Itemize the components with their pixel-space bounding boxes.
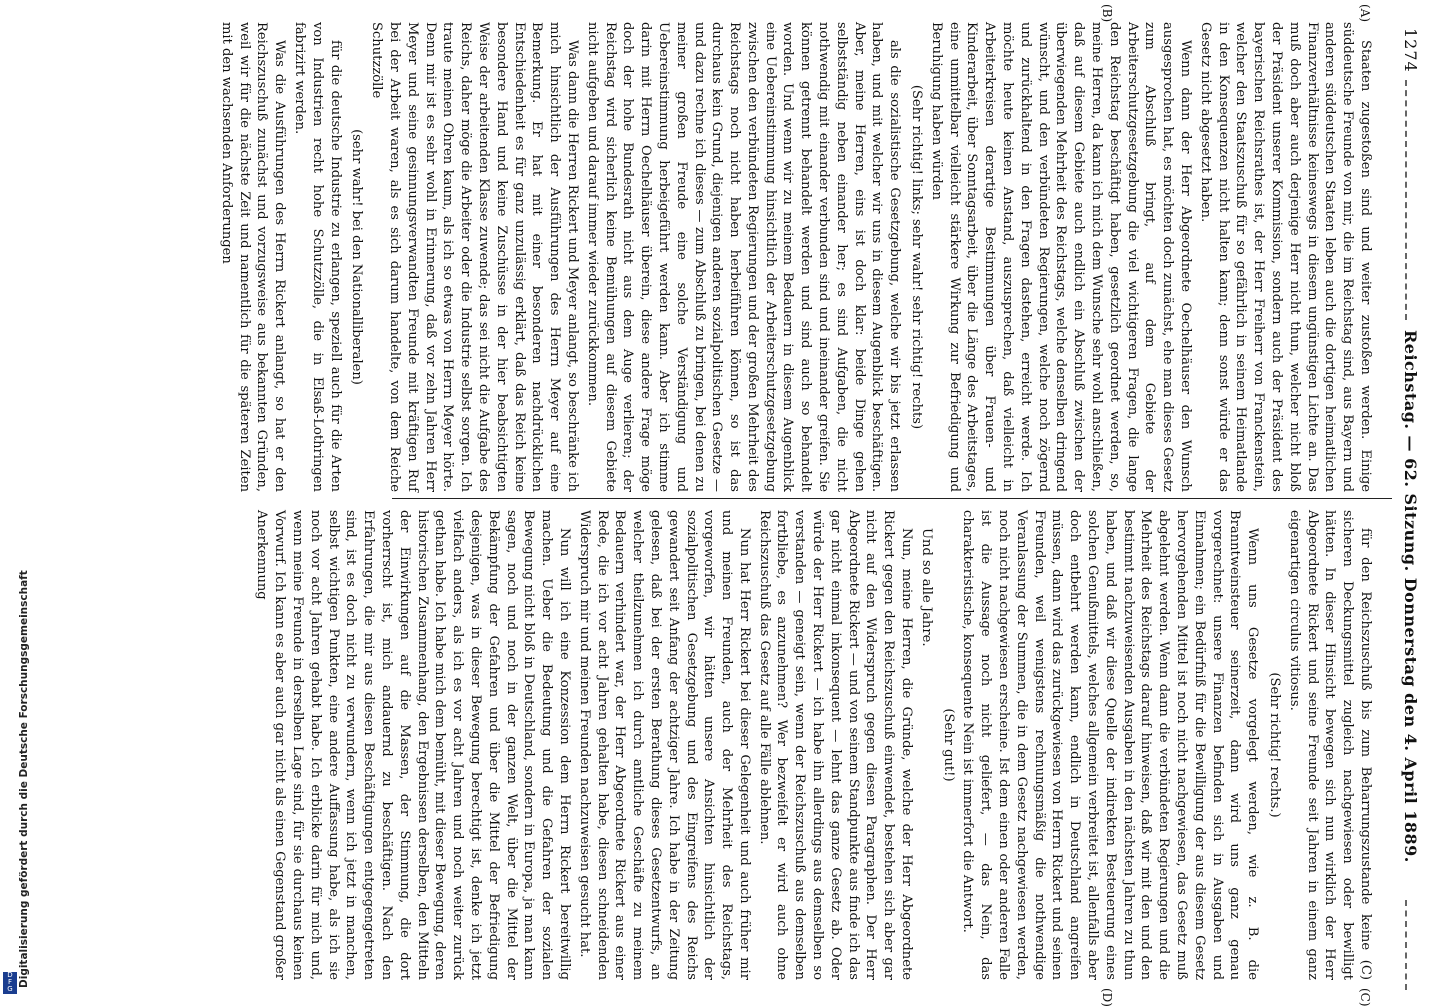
rotated-page	[18, 0, 1432, 1007]
column-left	[218, 22, 1374, 492]
paragraph: Nun hat Herr Rickert bei dieser Gelegenheit und auch früher mir und meinen Freunden, auch der Mehrheit des Reichstags, vorgeworfen, wir hätten unsere Ansichten hinsichtlich der sozialpolitischen Gesetzgebung und des Eingreifens des Reichs gewandert seit Anfang der achtziger Jahre. Ich habe in der Zeitung gelesen, daß bei der ersten Berathung dieses Gesetzentwurfs, an welcher theilzunehmen ich durch amtliche Geschäfte zu meinem Bedauern verhindert war, der Herr Abgeordnete Rickert aus einer Rede, die ich vor acht Jahren gehalten habe, diesen schneidenden Widerspruch mir und meinen Freunden nachzuweisen gesucht hat.	[576, 510, 752, 980]
paragraph: Was die Ausführungen des Herrn Rickert anlangt, so hat er den Reichszuschuß zunächst und vorzugsweise aus bekannten Gründen, weil wir für die nächste Zeit und namentlich für die späteren Zeiten mit den wachsenden Anforderungen	[218, 22, 288, 492]
page-header	[1392, 0, 1422, 1000]
interjection: (sehr wahr! bei den Nationalliberalen)	[349, 129, 365, 385]
margin-mark-b: (B)	[1100, 4, 1114, 23]
header-rule-right	[1405, 900, 1407, 990]
column-divider	[392, 498, 1392, 499]
paragraph: Wenn uns Gesetze vorgelegt werden, wie z. B. die Branntweinsteuer seinerzeit, dann wird uns ganz genau vorgerechnet: unsere Finanzen befinden sich in Ausgaben und Einnahmen; ein Bedürfniß für die Bewilligung der aus diesem Gesetz hervorgehenden Mittel ist noch nicht nachgewiesen, das Gesetz muß abgelehnt werden. Wenn dann die verbündeten Regierungen und die Mehrheit des Reichstags darauf hinweisen, daß wir mit den und den bestimmt nachzuweisenden Ausgaben in den nächsten Jahren zu thun haben, und daß wir diese Quelle der indirekten Besteuerung eines solchen Genußmittels, welches allgemein verbreitet ist, allenfalls aber doch entbehrt werden kann, endlich in Deutschland angreifen müssen, dann wird das zurückgewiesen von Herrn Rickert und seinen Freunden, weil wenigstens rechnungsmäßig die nothwendige Veranlassung der Summen, die in dem Gesetz nachgewiesen werden, noch nicht nachgewiesen erscheine. Ist dem einen oder anderen Falle ist die Aussage noch nicht geliefert, — das Nein, das charakteristische, konsequente Nein ist immerfort die Antwort.	[960, 510, 1261, 980]
page-number: 1274	[1401, 28, 1420, 73]
margin-mark-c: (C)	[1358, 988, 1372, 1007]
paragraph: als die sozialistische Gesetzgebung, welche wir bis jetzt erlassen haben, und mit welcher wir uns in diesem Augenblick beschäftigen. Aber, meine Herren, eins ist doch klar: beide Dinge gehen selbstständig neben einander her; es sind Aufgaben, die nicht nothwendig mit einander verbunden sind und ineinander greifen. Sie können getrennt behandelt werden und sind auch so behandelt worden. Und wenn wir zu meinem Bedauern in diesem Augenblick eine Uebereinstimmung hinsichtlich der Arbeiterschutzgesetzgebung zwischen den verbündeten Regierungen und der großen Mehrheit des Reichstags noch nicht haben herbeiführen können, so ist das durchaus kein Grund, diejenigen anderen sozialpolitischen Gesetze — und dazu rechne ich dieses — zum Abschluß zu bringen, bei denen zu meiner großen Freude eine solche Verständigung und Uebereinstimmung herbeigeführt werden kann. Aber ich stimme darin mit Herrn Oechelhäuser überein, diese andere Frage möge doch der hohe Bundesrath nicht aus dem Auge verlieren; der Reichstag wird sicherlich keine Bemühungen auf diesem Gebiete nicht aufgeben und darauf immer wieder zurückkommen.	[584, 22, 903, 492]
paragraph: Und so alle Jahre.	[918, 528, 934, 647]
paragraph: Nun, meine Herren, die Gründe, welche der Herr Abgeordnete Rickert gegen den Reichszuschuß einwendet, bestehen sich aber gar nicht auf den Widerspruch gegen diesen Paragraphen. Der Herr Abgeordnete Rickert — und von seinem Standpunkte aus finde ich das gar nicht einmal inkonsequent — lehnt das ganze Gesetz ab. Oder würde der Herr Rickert — ich habe ihn allerdings aus demselben so verstanden — geneigt sein, wenn der Reichszuschuß aus demselben fortbliebe, es anzunehmen? Wer bezweifelt er wird auch ohne Reichszuschuß das Gesetz auf alle Fälle ablehnen.	[756, 510, 915, 980]
credit-text: Digitalisierung gefördert durch die Deutsche Forschungsgemeinschaft	[18, 570, 30, 988]
dfg-logo: D F G	[3, 972, 17, 994]
paragraph: für den Reichszuschuß bis zum Beharrungszustande keine (C) sicheren Deckungsmittel zugleich nachgewiesen oder bewilligt hätten. In dieser Hinsicht bewegen sich nun wirklich der Herr Abgeordnete Rickert und seine Freunde seit Jahren in einem ganz eigenartigen circulus vitiosus.	[1286, 510, 1373, 980]
paragraph: Wenn dann der Herr Abgeordnete Oechelhäuser den Wunsch ausgesprochen hat, es möchten doch zunächst, ehe man dieses Gesetz zum Abschluß bringt, auf dem Gebiete der Arbeiterschutzgesetzgebung die viel wichtigeren Fragen, die lange den Reichstag beschäftigt haben, gesetzlich geordnet werden, so, meine Herren, da kann ich mich dem Wunsche sehr wohl anschließen, daß auf diesem Gebiete auch endlich ein Abschluß zwischen der überwiegenden Mehrheit des Reichstags, welche denselben dringend wünscht, und den verbündeten Regierungen, welche noch zögernd und zurückhaltend in den Fragen dastehen, erreicht werde. Ich möchte heute keinen Anstand, auszusprechen, daß vielleicht in Arbeiterkreisen derartige Bestimmungen über Frauen- und Kinderarbeit, über Sonntagsarbeit, über die Länge des Arbeitstages, eine unmittelbar vielleicht stärkere Wirkung zur Befriedigung und Beruhigung haben würden	[928, 22, 1194, 492]
margin-mark-a: (A)	[1358, 4, 1372, 23]
interjection: (Sehr gut!)	[940, 708, 956, 782]
interjection: (Sehr richtig! links; sehr wahr! sehr richtig! rechts)	[909, 84, 925, 430]
column-right	[254, 510, 1374, 980]
header-rule-left	[1405, 80, 1407, 320]
paragraph: für die deutsche Industrie zu erlangen, speziell auch für die Arten von Industrien recht hohe Schutzzölle, die in Elsaß-Lothringen fabrizirt werden.	[291, 22, 343, 492]
paragraph: Staaten zugestoßen sind und weiter zustoßen werden. Einige süddeutsche Freunde von mir, die im Reichstag sind, aus Bayern und anderen süddeutschen Staaten leben auch die dortigen heimatlichen Finanzverhältnisse keineswegs in diesem ungünstigen Lichte an. Das muß doch aber auch derjenige Herr nicht thun, welcher nicht bloß der Präsident unserer Kommission, sondern auch der Präsident des bayerischen Reichsrathes ist, der Herr Freiherr von Franckenstein, welcher den Staatszuschuß für so gefährlich in seinem Heimatlande in den Konsequenzen nicht halten kann; denn sonst würde er das Gesetz nicht abgesetzt haben.	[1197, 22, 1373, 492]
margin-mark-d: (D)	[1100, 988, 1114, 1007]
paragraph: Was dann die Herren Rickert und Meyer anlangt, so beschränke ich mich hinsichtlich der Ausführungen des Herrn Meyer auf eine Bemerkung. Er hat mit einer besonderen nachdrücklichen Entschiedenheit es für ganz unzulässig erklärt, daß das Reich keine besondere Hand und keine Zuschüsse in der hier beabsichtigten Weise der arbeitenden Klasse zuwende; das sei nicht die Aufgabe des Reichs, daher möge die Arbeiter oder die Industrie selbst sorgen. Ich traute meinen Ohren kaum, als ich so etwas von Herrn Meyer hörte. Denn mir ist es sehr wohl in Erinnerung, daß vor zehn Jahren Herr Meyer und seine gesinnungsverwandten Freunde mit kräftigen Ruf bei der Arbeit waren, als es sich darum handelte, von dem Reiche Schutzzölle	[369, 22, 580, 492]
interjection: (Sehr richtig! rechts.)	[1267, 672, 1283, 818]
page-title: Reichstag. — 62. Sitzung. Donnerstag den 4. April 1889.	[1401, 330, 1420, 863]
paragraph: Nun will ich eine Konzession dem Herrn Rickert bereitwillig machen. Ueber die Bedeutung und die Gefahren der sozialen Bewegung nicht bloß in Deutschland, sondern in Europa, ja man kann sagen, noch und noch in der ganzen Welt, über die Mittel der Bekämpfung der Gefahren und über die Mittel der Befriedigung desjenigen, was in dieser Bewegung berechtigt ist, denke ich jetzt vielfach anders, als ich es vor acht Jahren und noch weiter zurück gethan habe. Ich habe mich dem bemüht, mit dieser Bewegung, deren historischen Zusammenhang, den Ergebnissen derselben, den Mitteln der Einwirkungen auf die Massen, der Stimmung, die dort vorherrscht ist, mich andauernd zu beschäftigen. Nach den Erfahrungen, die mir aus diesen Beschäftigungen entgegengetreten sind, ist es doch nicht zu verwundern, wenn ich jetzt in manchen, selbst wichtigen Punkten, eine andere Auffassung habe, als ich sie noch vor acht Jahren gehabt habe. Ich erblicke darin für mich und, wenn meine Freunde in derselben Lage sind, für sie durchaus keinen Vorwurf. Ich kann es aber auch gar nicht als einen Gegenstand großer Anerkennung	[254, 510, 572, 980]
